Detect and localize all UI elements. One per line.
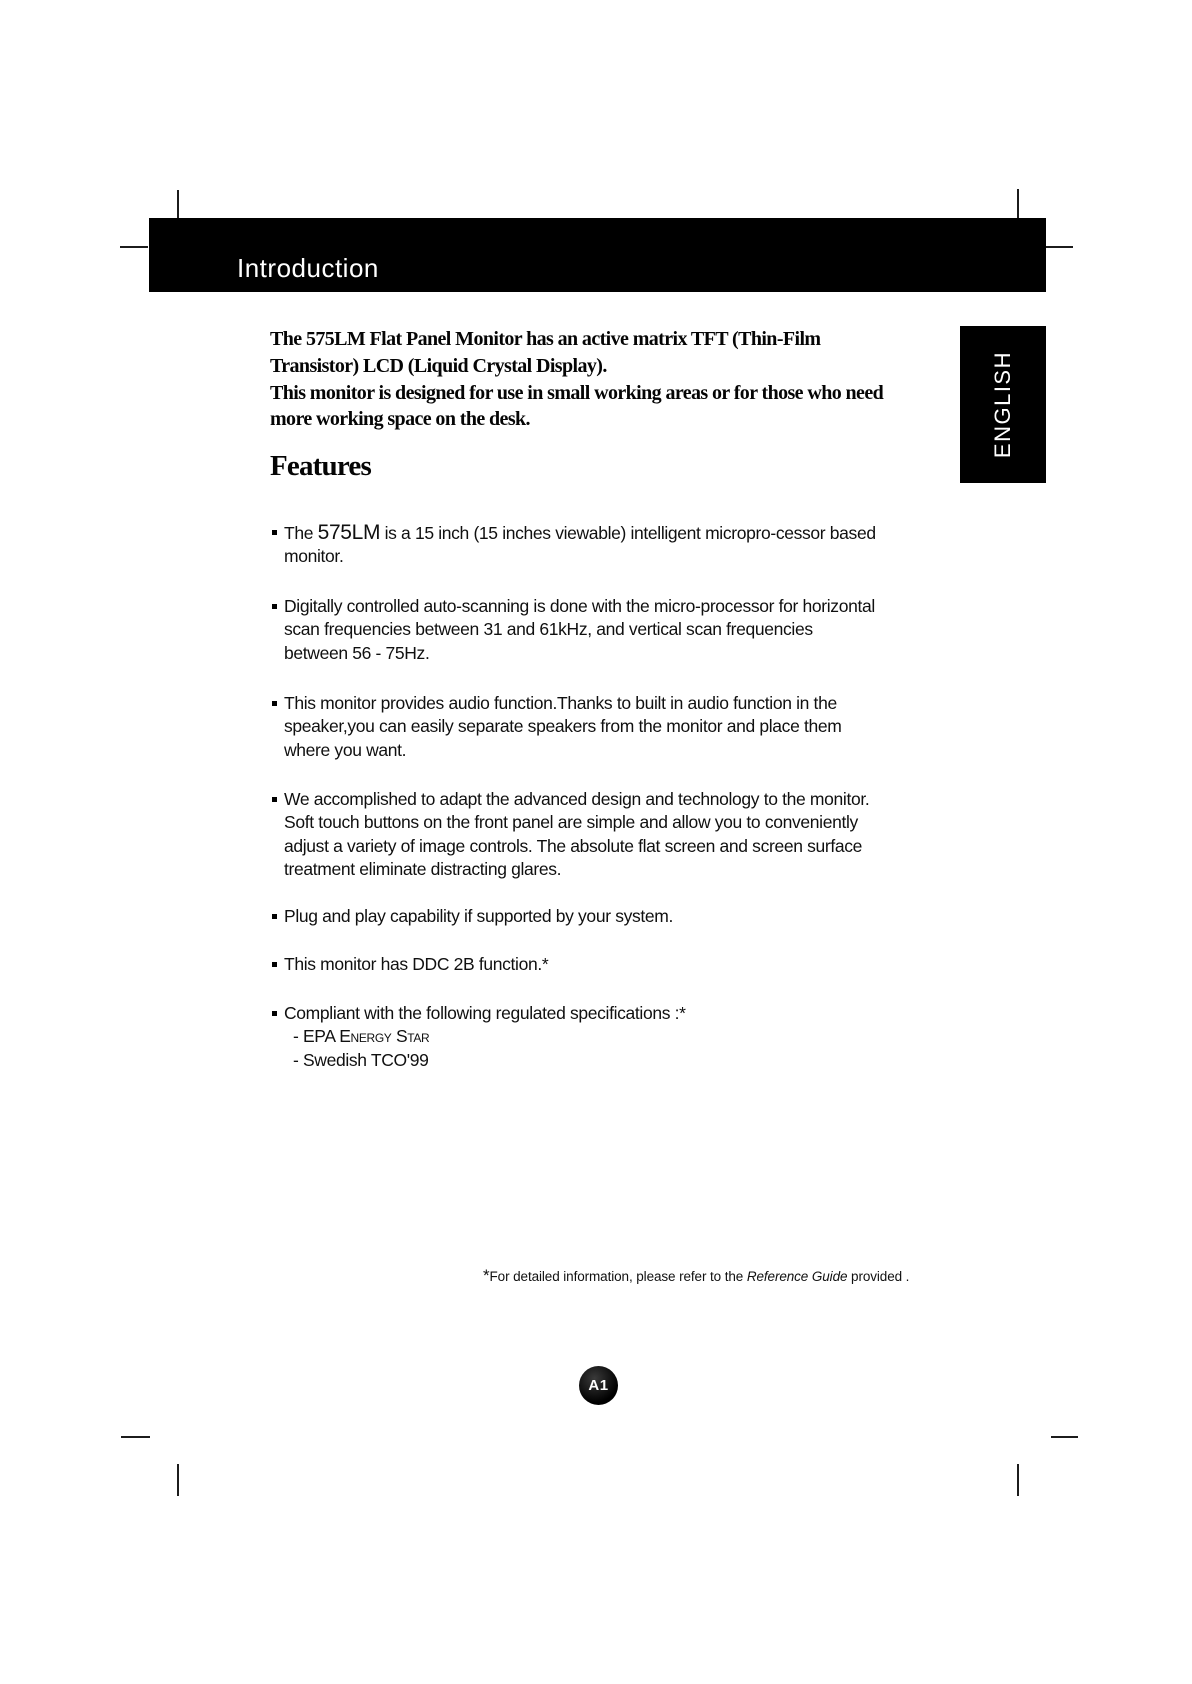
crop-mark-bottom-left-horizontal	[121, 1436, 150, 1438]
crop-mark-bottom-left-vertical	[177, 1464, 179, 1496]
bullet-line: This monitor has DDC 2B function.*	[284, 954, 549, 974]
intro-line: more working space on the desk.	[270, 408, 530, 431]
bullet-text: The	[284, 523, 318, 543]
footnote-text: For detailed information, please refer to the	[489, 1269, 747, 1284]
bullet-square-icon	[272, 962, 277, 967]
crop-mark-top-left-horizontal	[120, 246, 148, 248]
language-tab-label: ENGLISH	[990, 350, 1015, 459]
bullet-line: scan frequencies between 31 and 61kHz, and vertical scan frequencies	[284, 619, 813, 640]
bullet-line: Digitally controlled auto-scanning is done with the micro-processor for horizontal	[284, 596, 875, 616]
model-number: 575LM	[317, 521, 381, 544]
bullet-line: This monitor provides audio function.Thanks to built in audio function in the	[284, 693, 837, 713]
crop-mark-top-right-vertical	[1017, 189, 1019, 218]
crop-mark-top-right-horizontal	[1046, 246, 1073, 248]
bullet-line	[284, 521, 876, 545]
footnote-asterisk: *	[483, 1266, 490, 1285]
intro-line: The 575LM Flat Panel Monitor has an active matrix TFT (Thin-Film	[270, 328, 821, 350]
crop-mark-bottom-right-vertical	[1017, 1464, 1019, 1496]
bullet-line: between 56 - 75Hz.	[284, 642, 430, 663]
features-heading: Features	[270, 450, 371, 482]
bullet-line: Plug and play capability if supported by your system.	[284, 906, 674, 926]
bullet-square-icon	[272, 797, 277, 802]
footnote	[483, 1266, 909, 1286]
crop-mark-top-left-vertical	[177, 190, 179, 218]
bullet-line: adjust a variety of image controls. The absolute flat screen and screen surface	[284, 835, 863, 856]
feature-bullet-5	[272, 905, 673, 928]
bullet-square-icon	[272, 604, 277, 609]
bullet-line: Soft touch buttons on the front panel are simple and allow you to conveniently	[284, 812, 858, 833]
bullet-text: is a 15 inch (15 inches viewable) intelligent micropro-cessor based	[380, 523, 876, 543]
feature-bullet-2	[272, 595, 875, 665]
feature-bullet-7	[272, 1002, 686, 1072]
page-number: A1	[588, 1377, 609, 1394]
feature-bullet-4	[272, 788, 869, 881]
bullet-line: We accomplished to adapt the advanced design and technology to the monitor.	[284, 789, 870, 809]
footnote-reference-guide: Reference Guide	[746, 1269, 848, 1284]
page-number-badge	[579, 1366, 618, 1405]
bullet-line: Compliant with the following regulated specifications :*	[284, 1003, 686, 1023]
section-header-bar	[149, 218, 1046, 292]
spec-item-swedish-tco99: - Swedish TCO'99	[293, 1049, 429, 1070]
intro-paragraph	[270, 326, 883, 433]
feature-bullet-1	[272, 521, 876, 569]
bullet-square-icon	[272, 530, 277, 535]
bullet-line: where you want.	[284, 739, 407, 760]
language-tab	[960, 326, 1046, 483]
bullet-line: speaker,you can easily separate speakers from the monitor and place them	[284, 716, 842, 737]
footnote-text: provided .	[847, 1269, 910, 1284]
intro-line: Transistor) LCD (Liquid Crystal Display).	[270, 354, 607, 377]
intro-line: This monitor is designed for use in small working areas or for those who need	[270, 381, 884, 404]
bullet-line: treatment eliminate distracting glares.	[284, 858, 562, 879]
feature-bullet-6	[272, 953, 548, 976]
bullet-square-icon	[272, 701, 277, 706]
crop-mark-bottom-right-horizontal	[1051, 1436, 1078, 1438]
section-title: Introduction	[237, 253, 379, 283]
feature-bullet-3	[272, 692, 841, 762]
bullet-square-icon	[272, 1011, 277, 1016]
spec-item-epa-energy-star: - EPA Energy Star	[293, 1026, 430, 1047]
bullet-line: monitor.	[284, 546, 344, 567]
bullet-square-icon	[272, 914, 277, 919]
